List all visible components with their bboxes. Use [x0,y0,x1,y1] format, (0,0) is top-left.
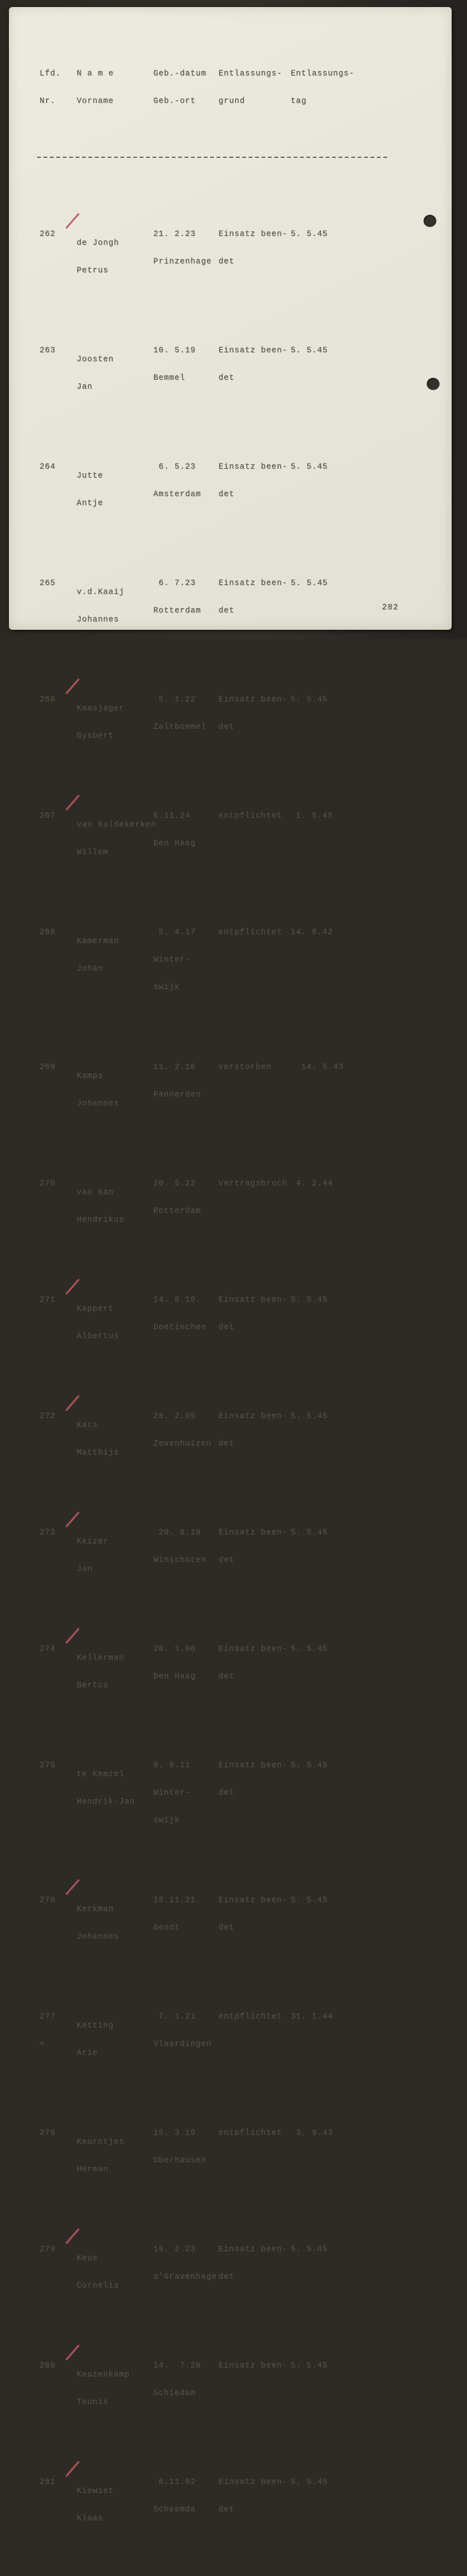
row-number: 267 [40,811,56,820]
row-birthdate: 5. 1.22 [153,695,196,704]
row-discharge-reason: Einsatz been- [218,579,287,588]
row-surname: Kappert [77,1304,114,1313]
row-firstname: Herman [77,2165,109,2174]
row-date-cell [291,1394,341,1476]
row-birth-cell [153,1994,218,2076]
row-birthplace: Bemmel [153,373,185,382]
row-number: 269 [40,1063,56,1072]
table-row [40,2111,405,2192]
row-number: 281 [40,2478,56,2486]
row-discharge-reason-line2: det [218,490,234,499]
table-row [40,1277,405,1359]
row-name-cell [77,1045,153,1127]
row-reason-cell [218,2460,291,2541]
table-row [40,1394,405,1476]
row-birthdate: 11. 2.16 [153,1063,196,1072]
header-geb-datum: Geb.-datum [153,69,207,78]
row-birth-cell [153,2227,218,2309]
row-discharge-date: 5. 5.45 [291,1412,328,1421]
row-discharge-reason-line2: det [218,373,234,382]
row-birthplace: Gendt [153,1923,180,1932]
row-surname: Joosten [77,355,114,364]
row-date-cell [291,561,341,643]
row-discharge-date: 5. 5.45 [291,1528,328,1537]
row-discharge-reason-line2: det [218,2272,234,2281]
row-number-cell [40,328,77,410]
row-discharge-reason: verstorben [218,1063,272,1072]
row-discharge-date: 4. 2.44 [291,1179,333,1188]
row-discharge-reason: Einsatz been- [218,1896,287,1905]
row-reason-cell [218,1161,291,1243]
row-reason-cell [218,910,291,1010]
row-discharge-reason: Einsatz been- [218,346,287,355]
table-row [40,2343,405,2425]
row-firstname: Matthijs [77,1448,119,1457]
row-firstname: Johan [77,964,103,973]
row-birthdate: 14. 7.20 [153,2361,201,2370]
row-birthplace: Oberhausen [153,2156,207,2165]
row-reason-cell [218,2343,291,2425]
row-birth-cell [153,1045,218,1127]
row-birthplace: Pannerden [153,1090,201,1099]
header-vorname: Vorname [77,97,114,105]
header-col-entlassungsgrund [218,51,291,124]
table-row [40,212,405,293]
row-name-cell [77,212,153,293]
row-discharge-reason-line2: det [218,1672,234,1681]
row-firstname: Cornelis [77,2281,119,2290]
row-discharge-date: 3. 9.43 [291,2128,333,2137]
header-col-geburt [153,51,218,124]
row-name-cell [77,1161,153,1243]
row-reason-cell [218,212,291,293]
row-surname: Kamerman [77,937,119,946]
row-surname: Kellerman [77,1653,125,1662]
row-date-cell [291,2343,341,2425]
table-row [40,2460,405,2541]
row-date-cell [291,1743,341,1843]
row-discharge-reason: Einsatz been- [218,695,287,704]
row-discharge-reason-line2: det [218,722,234,731]
row-birthplace: Zaltbommel [153,722,207,731]
row-birthdate: 28. 2.05 [153,1412,196,1421]
row-name-cell [77,1394,153,1476]
row-number-cell [40,561,77,643]
row-birthplace: Rotterdam [153,606,201,615]
row-birth-cell [153,1878,218,1960]
row-birthdate: 6. 7.23 [153,579,196,588]
row-name-cell [77,1627,153,1708]
row-reason-cell [218,1510,291,1592]
row-birthdate: 20. 5.22 [153,1179,196,1188]
row-name-cell [77,2460,153,2541]
row-number-note: = [40,2040,45,2049]
row-birthdate: 14. 8.10. [153,1295,201,1304]
row-firstname: Bertus [77,1681,109,1690]
row-discharge-reason-line2: det [218,257,234,266]
document-page [9,7,452,2523]
row-reason-cell [218,1627,291,1708]
row-birthdate: 7. 1.21 [153,2012,196,2021]
row-birthplace: Winter- [153,955,191,964]
row-birthplace: Amsterdam [153,490,201,499]
row-discharge-reason-line2: det [218,1788,234,1797]
row-surname: Keurntjes [77,2137,125,2146]
row-discharge-reason: Einsatz been- [218,1528,287,1537]
row-birthplace: Den Haag [153,839,196,848]
row-number: 277 [40,2012,56,2021]
row-birthdate: 9. 9.11 [153,1761,191,1770]
row-date-cell [291,1045,344,1127]
row-number-cell [40,1045,77,1127]
row-date-cell [291,677,341,759]
table-row [40,677,405,759]
row-surname: Kiewiet [77,2486,114,2495]
row-discharge-date: 5. 5.45 [291,1644,328,1653]
row-discharge-reason-line2: det [218,1923,234,1932]
row-surname: Kamps [77,1072,103,1081]
row-number: 273 [40,1528,56,1537]
row-firstname: Klaas [77,2514,103,2523]
row-birthplace: Winschoten [153,1556,207,1565]
row-birth-cell [153,1277,218,1359]
row-name-cell [77,793,157,875]
row-surname: v.d.Kaaij [77,588,125,597]
row-name-cell [77,1878,153,1960]
row-date-cell [291,328,341,410]
header-col-lfd-nr [40,51,77,124]
row-number: 280 [40,2361,56,2370]
row-birth-cell [153,1394,218,1476]
row-number-cell [40,444,77,526]
row-surname: Kerkman [77,1905,114,1914]
row-number: 276 [40,1896,56,1905]
row-name-cell [77,328,153,410]
row-reason-cell [218,2111,291,2192]
row-number: 271 [40,1295,56,1304]
row-firstname: Petrus [77,266,109,275]
header-col-entlassungstag [291,51,355,124]
table-row [40,1994,405,2076]
row-name-cell [77,1994,153,2076]
row-discharge-reason: Einsatz been- [218,1412,287,1421]
row-surname: Jutte [77,471,103,480]
row-reason-cell [218,1743,291,1843]
row-discharge-reason-line2: det [218,1556,234,1565]
header-tag: tag [291,97,307,105]
row-name-cell [77,1277,153,1359]
row-number-cell [40,1743,77,1843]
row-number: 265 [40,579,56,588]
row-date-cell [291,2111,341,2192]
row-discharge-reason: Einsatz been- [218,2245,287,2254]
row-firstname: Antje [77,499,103,508]
row-discharge-date: 5. 5.45 [291,2478,328,2486]
row-birth-cell [153,2111,218,2192]
header-rule [37,157,387,158]
row-discharge-reason: Einsatz been- [218,2361,287,2370]
row-firstname: Johannes [77,1932,119,1941]
table-row [40,793,405,875]
row-number: 275 [40,1761,56,1770]
row-name-cell [77,2343,153,2425]
header-lfd: Lfd. [40,69,61,78]
row-date-cell [291,1627,341,1708]
row-discharge-reason: Einsatz been- [218,230,287,238]
row-discharge-reason: Vertragsbruch [218,1179,287,1188]
row-name-cell [77,444,153,526]
row-number-cell [40,1161,77,1243]
row-number-cell [40,1994,77,2076]
row-birth-cell [153,1510,218,1592]
table-row [40,561,405,643]
row-date-cell [291,444,341,526]
row-surname: van Kan [77,1188,114,1197]
row-discharge-date: 1. 5.45 [291,811,333,820]
row-birthdate: 10. 5.19 [153,346,196,355]
row-birth-cell [153,1743,218,1843]
row-reason-cell [218,1277,291,1359]
row-discharge-date: 5. 5.45 [291,1761,328,1770]
table-row [40,1627,405,1708]
row-birth-cell [153,677,218,759]
row-date-cell [291,1277,341,1359]
row-reason-cell [218,328,291,410]
row-discharge-date: 14. 5.43 [291,1063,344,1072]
row-surname: Kaasjager [77,704,125,713]
row-number: 272 [40,1412,56,1421]
table-header [40,51,405,124]
row-discharge-date: 5. 5.45 [291,346,328,355]
row-name-cell [77,2111,153,2192]
row-discharge-reason: entpflichtet [218,928,282,937]
row-number: 270 [40,1179,56,1188]
row-date-cell [291,1510,341,1592]
row-firstname: Gysbert [77,731,114,740]
row-surname: Keizer [77,1537,109,1546]
row-birth-cell [153,444,218,526]
row-name-cell [77,1743,153,1843]
row-firstname: Hendrikus [77,1215,125,1224]
row-number: 263 [40,346,56,355]
row-birthplace-line2: swijk [153,1816,180,1825]
row-number: 266 [40,695,56,704]
row-discharge-date: 5. 5.45 [291,2361,328,2370]
row-reason-cell [218,444,291,526]
row-birthdate: 6.11.24 [153,811,191,820]
row-birthdate: 6. 5.23 [153,462,196,471]
row-number: 278 [40,2128,56,2137]
row-birthdate: 28. 1.06 [153,1644,196,1653]
row-birthplace: Scheemda [153,2505,196,2514]
row-surname: Keus [77,2254,98,2263]
row-discharge-reason: entpflichtet [218,2128,282,2137]
row-reason-cell [218,677,291,759]
row-birth-cell [153,1627,218,1708]
row-name-cell [77,677,153,759]
row-surname: de Jongh [77,238,119,247]
row-discharge-reason: Einsatz been- [218,1761,287,1770]
row-date-cell [291,1878,341,1960]
row-birthdate: 20. 6.19 [153,1528,201,1537]
row-name-cell [77,910,153,1010]
row-birth-cell [153,910,218,1010]
row-reason-cell [218,2227,291,2309]
row-birthplace: Vlaardingen [153,2040,212,2049]
row-birth-cell [153,328,218,410]
row-surname: Kats [77,1421,98,1430]
header-col-name [77,51,153,124]
row-reason-cell [218,1994,291,2076]
table-row [40,2227,405,2309]
row-birthdate: 15. 3.19 [153,2128,196,2137]
row-discharge-reason: Einsatz been- [218,1295,287,1304]
row-firstname: Teunis [77,2398,109,2407]
row-birth-cell [153,793,218,875]
table-row [40,1045,405,1127]
header-geb-ort: Geb.-ort [153,97,196,105]
table-row [40,328,405,410]
row-number: 279 [40,2245,56,2254]
row-discharge-date: 5. 5.45 [291,2245,328,2254]
row-discharge-reason-line2: det [218,1323,234,1332]
row-reason-cell [218,793,291,875]
row-number: 264 [40,462,56,471]
row-birth-cell [153,2343,218,2425]
row-birthplace: s'Gravenhage [153,2272,217,2281]
row-surname: Keuzenkamp [77,2370,130,2379]
row-birth-cell [153,561,218,643]
header-nr: Nr. [40,97,56,105]
row-discharge-date: 5. 5.45 [291,462,328,471]
row-firstname: Johannes [77,1099,119,1108]
row-birthplace: Rotterdam [153,1206,201,1215]
row-birth-cell [153,2460,218,2541]
row-reason-cell [218,1394,291,1476]
row-date-cell [291,1994,341,2076]
row-number: 268 [40,928,56,937]
row-date-cell [291,910,341,1010]
row-name-cell [77,2227,153,2309]
table-row [40,1161,405,1243]
row-date-cell [291,212,341,293]
header-entlassungs-2: Entlassungs- [291,69,355,78]
row-birthplace: Den Haag [153,1672,196,1681]
row-discharge-reason: entpflichtet [218,2012,282,2021]
row-number: 262 [40,230,56,238]
row-firstname: Jan [77,1565,93,1573]
row-birthdate: 6.11.02 [153,2478,196,2486]
row-birthplace: Prinzenhage [153,257,212,266]
row-birth-cell [153,1161,218,1243]
row-birthdate: 15. 2.23 [153,2245,196,2254]
row-reason-cell [218,1878,291,1960]
row-firstname: Johannes [77,615,119,624]
row-discharge-date: 5. 5.45 [291,695,328,704]
row-reason-cell [218,561,291,643]
table-row [40,444,405,526]
row-firstname: Willem [77,848,109,857]
table-row [40,1510,405,1592]
row-firstname: Albertus [77,1332,119,1341]
row-discharge-date: 5. 5.45 [291,1295,328,1304]
row-birthplace: Winter- [153,1788,191,1797]
row-firstname: Hendrik-Jan [77,1797,135,1806]
row-discharge-reason: Einsatz been- [218,462,287,471]
row-date-cell [291,2460,341,2541]
row-birthplace: Zevenhuizen [153,1439,212,1448]
row-birthplace-line2: swijk [153,983,180,992]
row-number-cell [40,910,77,1010]
row-firstname: Arie [77,2049,98,2057]
row-discharge-reason-line2: det [218,1439,234,1448]
row-birthdate: 21. 2.23 [153,230,196,238]
row-discharge-date: 5. 5.45 [291,230,328,238]
row-number: 274 [40,1644,56,1653]
row-discharge-date: 14. 8.42 [291,928,333,937]
row-discharge-reason: Einsatz been- [218,1644,287,1653]
row-discharge-reason: Einsatz been- [218,2478,287,2486]
row-birthdate: 5. 4.17 [153,928,196,937]
hole-punch-top [424,215,436,227]
table-row [40,1743,405,1843]
row-surname: Ketting [77,2021,114,2030]
row-date-cell [291,793,341,875]
row-birthplace: Doetinchen [153,1323,207,1332]
row-discharge-date: 5. 5.45 [291,1896,328,1905]
table-row [40,910,405,1010]
table-body [40,194,405,2558]
row-discharge-reason: entpflichtet [218,811,282,820]
row-birthdate: 18.11.21 [153,1896,196,1905]
row-surname: van Kaldekerken [77,820,157,829]
row-discharge-date: 31. 1.44 [291,2012,333,2021]
row-birthplace: Schiedam [153,2389,196,2398]
document-content [40,24,405,2576]
header-name: N a m e [77,69,114,78]
header-entlassungs: Entlassungs- [218,69,282,78]
row-discharge-reason-line2: det [218,606,234,615]
row-name-cell [77,1510,153,1592]
row-reason-cell [218,1045,291,1127]
row-number-cell [40,2111,77,2192]
row-date-cell [291,2227,341,2309]
row-birth-cell [153,212,218,293]
hole-punch-bottom [427,378,440,390]
row-date-cell [291,1161,341,1243]
row-surname: te Kemzel [77,1770,125,1779]
page-number: 282 [382,603,399,612]
row-discharge-reason-line2: det [218,2505,234,2514]
header-grund: grund [218,97,245,105]
row-discharge-date: 5. 5.45 [291,579,328,588]
table-row [40,1878,405,1960]
row-name-cell [77,561,153,643]
row-firstname: Jan [77,382,93,391]
